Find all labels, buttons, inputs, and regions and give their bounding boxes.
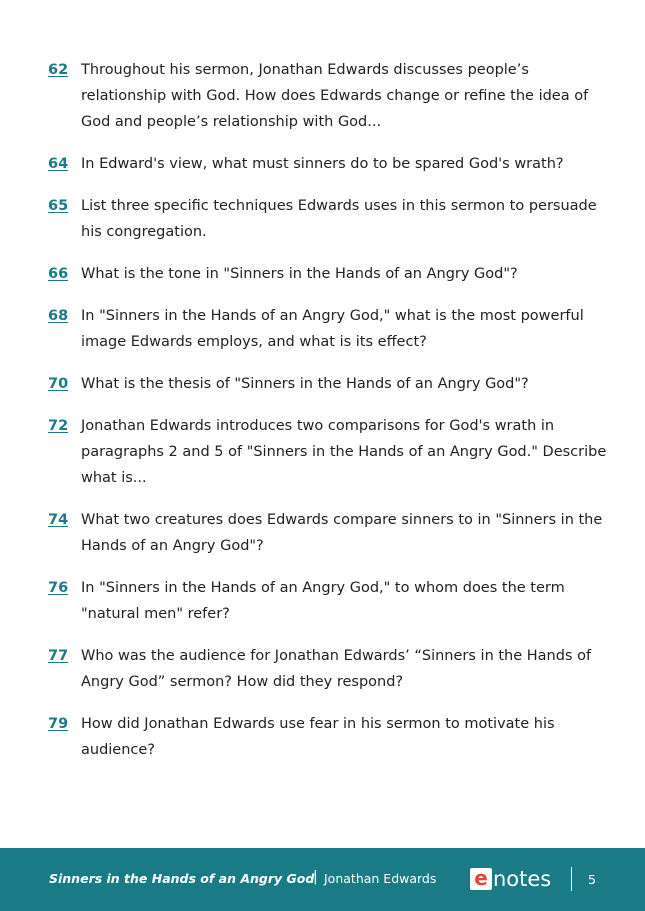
- question-item: [48, 507, 608, 559]
- footer-bar: [0, 848, 645, 911]
- question-text[interactable]: Throughout his sermon, Jonathan Edwards discusses people’s relationship with God. How does Edwards change or refine the idea of God and people’s relationship with God...: [81, 62, 589, 130]
- question-number-link[interactable]: 74: [48, 512, 69, 528]
- question-number-link[interactable]: 77: [48, 648, 69, 664]
- enotes-logo[interactable]: [470, 867, 551, 891]
- question-item: [48, 151, 608, 177]
- question-item: [48, 575, 608, 627]
- question-item: [48, 57, 608, 135]
- question-item: [48, 711, 608, 763]
- question-number-link[interactable]: 65: [48, 198, 69, 214]
- footer-separator: |: [313, 869, 318, 885]
- footer-book-title: Sinners in the Hands of an Angry God: [49, 871, 315, 886]
- question-number-link[interactable]: 76: [48, 580, 69, 596]
- question-text[interactable]: What two creatures does Edwards compare sinners to in "Sinners in the Hands of an Angry God"?: [81, 512, 603, 554]
- question-text[interactable]: List three specific techniques Edwards uses in this sermon to persuade his congregation.: [81, 198, 597, 240]
- logo-letter: e: [470, 868, 492, 890]
- footer-divider: [571, 867, 572, 891]
- question-list: [48, 57, 608, 779]
- question-text[interactable]: In "Sinners in the Hands of an Angry God," what is the most powerful image Edwards employs, and what is its effect?: [81, 308, 584, 350]
- question-text[interactable]: What is the thesis of "Sinners in the Hands of an Angry God"?: [81, 376, 529, 392]
- question-text[interactable]: How did Jonathan Edwards use fear in his sermon to motivate his audience?: [81, 716, 555, 758]
- question-item: [48, 303, 608, 355]
- question-item: [48, 643, 608, 695]
- question-number-link[interactable]: 68: [48, 308, 69, 324]
- question-text[interactable]: What is the tone in "Sinners in the Hands of an Angry God"?: [81, 266, 518, 282]
- question-item: [48, 193, 608, 245]
- question-text[interactable]: Who was the audience for Jonathan Edwards’ “Sinners in the Hands of Angry God” sermon? How did they respond?: [81, 648, 592, 690]
- question-number-link[interactable]: 72: [48, 418, 69, 434]
- question-item: [48, 261, 608, 287]
- footer-author: Jonathan Edwards: [324, 871, 437, 886]
- question-item: [48, 413, 608, 491]
- question-text[interactable]: In Edward's view, what must sinners do to be spared God's wrath?: [81, 156, 564, 172]
- question-item: [48, 371, 608, 397]
- question-text[interactable]: Jonathan Edwards introduces two comparisons for God's wrath in paragraphs 2 and 5 of "Sinners in the Hands of an Angry God." Describe what is...: [81, 418, 607, 486]
- question-number-link[interactable]: 70: [48, 376, 69, 392]
- question-number-link[interactable]: 79: [48, 716, 69, 732]
- question-number-link[interactable]: 64: [48, 156, 69, 172]
- logo-wordmark: notes: [493, 867, 552, 891]
- question-number-link[interactable]: 62: [48, 62, 69, 78]
- question-text[interactable]: In "Sinners in the Hands of an Angry God," to whom does the term "natural men" refer?: [81, 580, 565, 622]
- page-number: 5: [588, 872, 596, 887]
- question-number-link[interactable]: 66: [48, 266, 69, 282]
